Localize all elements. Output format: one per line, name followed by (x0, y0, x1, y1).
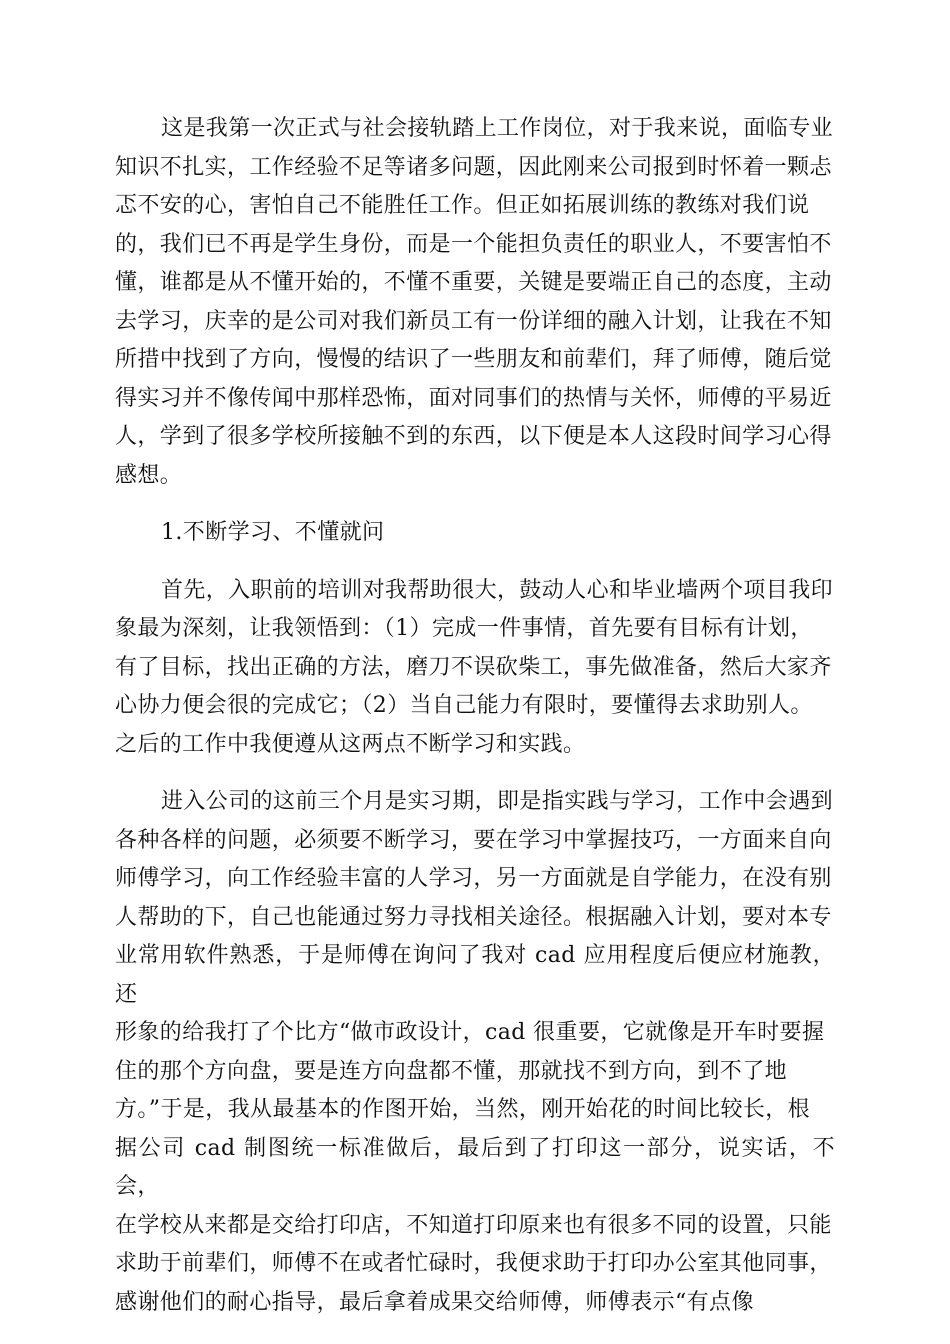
text-line: 去学习，庆幸的是公司对我们新员工有一份详细的融入计划，让我在不知 (115, 308, 832, 334)
text-line: 住的那个方向盘，要是连方向盘都不懂，那就找不到方向，到不了地 (115, 1058, 788, 1084)
text-line: 人，学到了很多学校所接触不到的东西，以下便是本人这段时间学习心得 (115, 424, 832, 449)
training-paragraph (115, 572, 835, 765)
text-line: 感谢他们的耐心指导，最后拿着成果交给师傅，师傅表示“有点像 (115, 1289, 754, 1315)
text-line: 据公司 cad 制图统一标准做后，最后到了打印这一部分，说实话，不会， (115, 1135, 835, 1199)
text-line: 得实习并不像传闻中那样恐怖，面对同事们的热情与关怀，师傅的平易近 (115, 385, 832, 411)
text-line: 忑不安的心，害怕自己不能胜任工作。但正如拓展训练的教练对我们说 (115, 193, 810, 218)
text-line: 有了目标，找出正确的方法，磨刀不误砍柴工，事先做准备，然后大家齐 (115, 654, 832, 680)
text-line: 感想。 (115, 462, 183, 488)
text-line: 师傅学习，向工作经验丰富的人学习，另一方面就是自学能力，在没有别 (115, 866, 832, 891)
internship-paragraph (115, 783, 835, 1322)
text-line: 人帮助的下，自己也能通过努力寻找相关途径。根据融入计划，要对本专 (115, 904, 832, 930)
text-line: 业常用软件熟悉，于是师傅在询问了我对 cad 应用程度后便应材施教，还 (115, 943, 835, 1007)
text-line: 各种各样的问题，必须要不断学习，要在学习中掌握技巧，一方面来自向 (115, 827, 832, 853)
text-line: 形象的给我打了个比方“做市政设计，cad 很重要，它就像是开车时要握 (115, 1020, 825, 1045)
section-heading (115, 514, 835, 553)
text-line: 的，我们已不再是学生身份，而是一个能担负责任的职业人，不要害怕不 (115, 231, 832, 257)
text-line: 求助于前辈们，师傅不在或者忙碌时，我便求助于打印办公室其他同事， (115, 1251, 832, 1276)
text-line: 懂，谁都是从不懂开始的，不懂不重要，关键是要端正自己的态度，主动 (115, 270, 832, 295)
text-line: 方。”于是，我从最基本的作图开始，当然，刚开始花的时间比较长，根 (115, 1097, 811, 1122)
intro-paragraph (115, 110, 835, 495)
text-line: 首先，入职前的培训对我帮助很大，鼓动人心和毕业墙两个项目我印 (161, 577, 834, 603)
text-line: 这是我第一次正式与社会接轨踏上工作岗位，对于我来说，面临专业 (161, 116, 834, 141)
document-page (115, 110, 835, 1341)
text-line: 所措中找到了方向，慢慢的结识了一些朋友和前辈们，拜了师傅，随后觉 (115, 347, 832, 372)
text-line: 之后的工作中我便遵从这两点不断学习和实践。 (115, 731, 586, 757)
text-line: 进入公司的这前三个月是实习期，即是指实践与学习，工作中会遇到 (161, 789, 834, 814)
text-line: 在学校从来都是交给打印店，不知道打印原来也有很多不同的设置，只能 (115, 1212, 832, 1238)
text-line: 心协力便会很的完成它；（2）当自己能力有限时，要懂得去求助别人。 (115, 693, 813, 718)
text-line: 象最为深刻，让我领悟到：（1）完成一件事情，首先要有目标有计划， (115, 616, 813, 641)
text-line: 知识不扎实，工作经验不足等诸多问题，因此刚来公司报到时怀着一颗忐 (115, 154, 832, 180)
heading-text: 1.不断学习、不懂就问 (161, 520, 385, 545)
